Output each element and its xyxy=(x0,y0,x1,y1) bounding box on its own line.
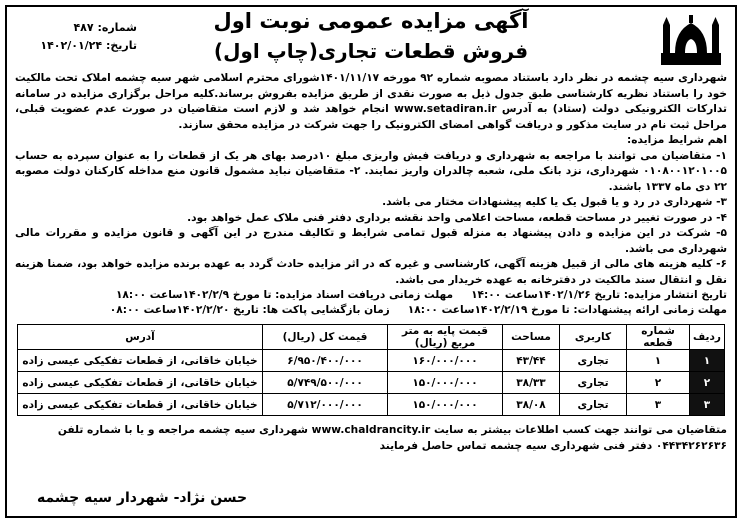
usage: تجاری xyxy=(560,372,627,394)
table-row xyxy=(18,350,725,372)
lot-number: ۲ xyxy=(627,372,690,394)
lot-number: ۳ xyxy=(627,394,690,416)
table-header-row xyxy=(18,325,725,350)
total-price: ۵/۷۱۲/۰۰۰/۰۰۰ xyxy=(263,394,388,416)
row-number: ۳ xyxy=(690,394,725,416)
col-use: کاربری xyxy=(560,325,627,350)
intro-paragraph: شهرداری سیه چشمه در نظر دارد باستناد مصوبه شماره ۹۲ مورخه ۱۴۰۱/۱۱/۱۷شورای محترم اسلامی شهر سیه چشمه املاک تحت مالکیت خود را باستناد نظریه کارشناسی طبق جدول ذیل به صورت نقدی از طریق مزایده بفروش برساند.کلیه مراحل برگزاری مزایده در سامانه تدارکات الکترونیکی دولت (ستاد) به آدرس www.setadiran.ir انجام خواهد شد و لازم است متقاضیان در صورت عدم عضویت قبلی، مراحل ثبت نام در سایت مذکور و دریافت گواهی امضای الکترونیک را جهت شرکت در مزایده محقق سازند. xyxy=(15,72,727,131)
condition-item: ۵- شرکت در این مزایده و دادن پیشنهاد به منزله قبول تمامی شرایط و تکالیف مندرج در این آگهی و قانون مزایده و مقررات مالی شهرداری می باشد. xyxy=(15,227,727,255)
row-number: ۲ xyxy=(690,372,725,394)
lot-number: ۱ xyxy=(627,350,690,372)
usage: تجاری xyxy=(560,350,627,372)
doc-deadline: مهلت زمانی دریافت اسناد مزایده: تا مورخ ۱۴۰۲/۲/۹ساعت ۱۸:۰۰ xyxy=(115,289,454,301)
col-lot: شماره قطعه xyxy=(627,325,690,350)
condition-item: ۶- کلیه هزینه های مالی از قبیل هزینه آگهی، کارشناسی و غیره که در اثر مزایده حادث گردد به عهده برنده مزایده خواهد بود، ضمنا هزینه نقل و انتقال سند مالکیت در دفترخانه به عهده خریدار می باشد. xyxy=(15,258,727,286)
opening-time: زمان بازگشایی پاکت ها: تاریخ ۱۴۰۲/۲/۲۰ساعت ۰۸:۰۰ xyxy=(109,304,390,316)
notice-subtitle: فروش قطعات تجاری(چاپ اول) xyxy=(213,39,529,63)
deadlines xyxy=(7,288,735,318)
base-price: ۱۵۰/۰۰۰/۰۰۰ xyxy=(388,372,503,394)
col-area: مساحت xyxy=(503,325,560,350)
notice-title: آگهی مزایده عمومی نوبت اول xyxy=(213,9,529,33)
usage: تجاری xyxy=(560,394,627,416)
total-price: ۵/۷۴۹/۵۰۰/۰۰۰ xyxy=(263,372,388,394)
publish-date: تاریخ انتشار مزایده: تاریخ ۱۴۰۲/۱/۲۶ساعت ۱۴:۰۰ xyxy=(471,289,727,301)
row-number: ۱ xyxy=(690,350,725,372)
notice-intro xyxy=(7,71,735,288)
col-base-price: قیمت پایه به متر مربع (ریال) xyxy=(388,325,503,350)
condition-item: ۴- در صورت تغییر در مساحت قطعه، مساحت اعلامی واحد نقشه برداری دفتر فنی ملاک عمل خواهد بود. xyxy=(187,211,727,224)
condition-item: ۳- شهرداری در رد و یا قبول یک یا کلیه پیشنهادات مختار می باشد. xyxy=(382,196,727,208)
table-row xyxy=(18,394,725,416)
conditions-heading: اهم شرایط مزایده: xyxy=(627,134,727,146)
contact-footer: متقاضیان می توانند جهت کسب اطلاعات بیشتر به سایت www.chaldrancity.ir شهرداری سیه چشمه مراجعه و یا با شماره تلفن ۰۴۴۳۴۲۶۲۶۳۶ دفتر فنی شهرداری سیه چشمه تماس حاصل فرمایند xyxy=(57,424,727,452)
col-row: ردیف xyxy=(690,325,725,350)
address: خیابان خاقانی، از قطعات تفکیکی عیسی زاده xyxy=(18,372,263,394)
area: ۳۸/۰۸ xyxy=(503,394,560,416)
col-address: آدرس xyxy=(18,325,263,350)
area: ۴۳/۴۴ xyxy=(503,350,560,372)
table-row xyxy=(18,372,725,394)
offer-deadline: مهلت زمانی ارائه پیشنهادات: تا مورخ ۱۴۰۲/۲/۱۹ساعت ۱۸:۰۰ xyxy=(407,304,727,316)
lots-table xyxy=(17,324,725,416)
total-price: ۶/۹۵۰/۴۰۰/۰۰۰ xyxy=(263,350,388,372)
notice-header xyxy=(7,7,735,71)
notice-page xyxy=(5,5,737,518)
base-price: ۱۵۰/۰۰۰/۰۰۰ xyxy=(388,394,503,416)
base-price: ۱۶۰/۰۰۰/۰۰۰ xyxy=(388,350,503,372)
notice-number: شماره: ۴۸۷ xyxy=(73,21,137,34)
col-total-price: قیمت کل (ریال) xyxy=(263,325,388,350)
notice-date: تاریخ: ۱۴۰۲/۰۱/۲۴ xyxy=(40,39,137,52)
condition-item: ۱- متقاضیان می توانند با مراجعه به شهرداری و دریافت فیش واریزی مبلغ ۱۰درصد بهای هر یک از قطعات را به عنوان سپرده به حساب ۰۱۰۸۰۰۱۲۰۱۰۰۵ شهرداری، نزد بانک ملی، شعبه چالدران واریز نمایند. ۲- متقاضیان نباید مشمول قانون منع مداخله کارکنان دولت مصوبه ۲۲ دی ماه ۱۳۳۷ باشند. xyxy=(15,149,727,193)
area: ۳۸/۳۳ xyxy=(503,372,560,394)
address: خیابان خاقانی، از قطعات تفکیکی عیسی زاده xyxy=(18,350,263,372)
mosque-emblem-icon xyxy=(659,9,723,67)
address: خیابان خاقانی، از قطعات تفکیکی عیسی زاده xyxy=(18,394,263,416)
mayor-signature: حسن نژاد- شهردار سیه چشمه xyxy=(37,490,248,506)
